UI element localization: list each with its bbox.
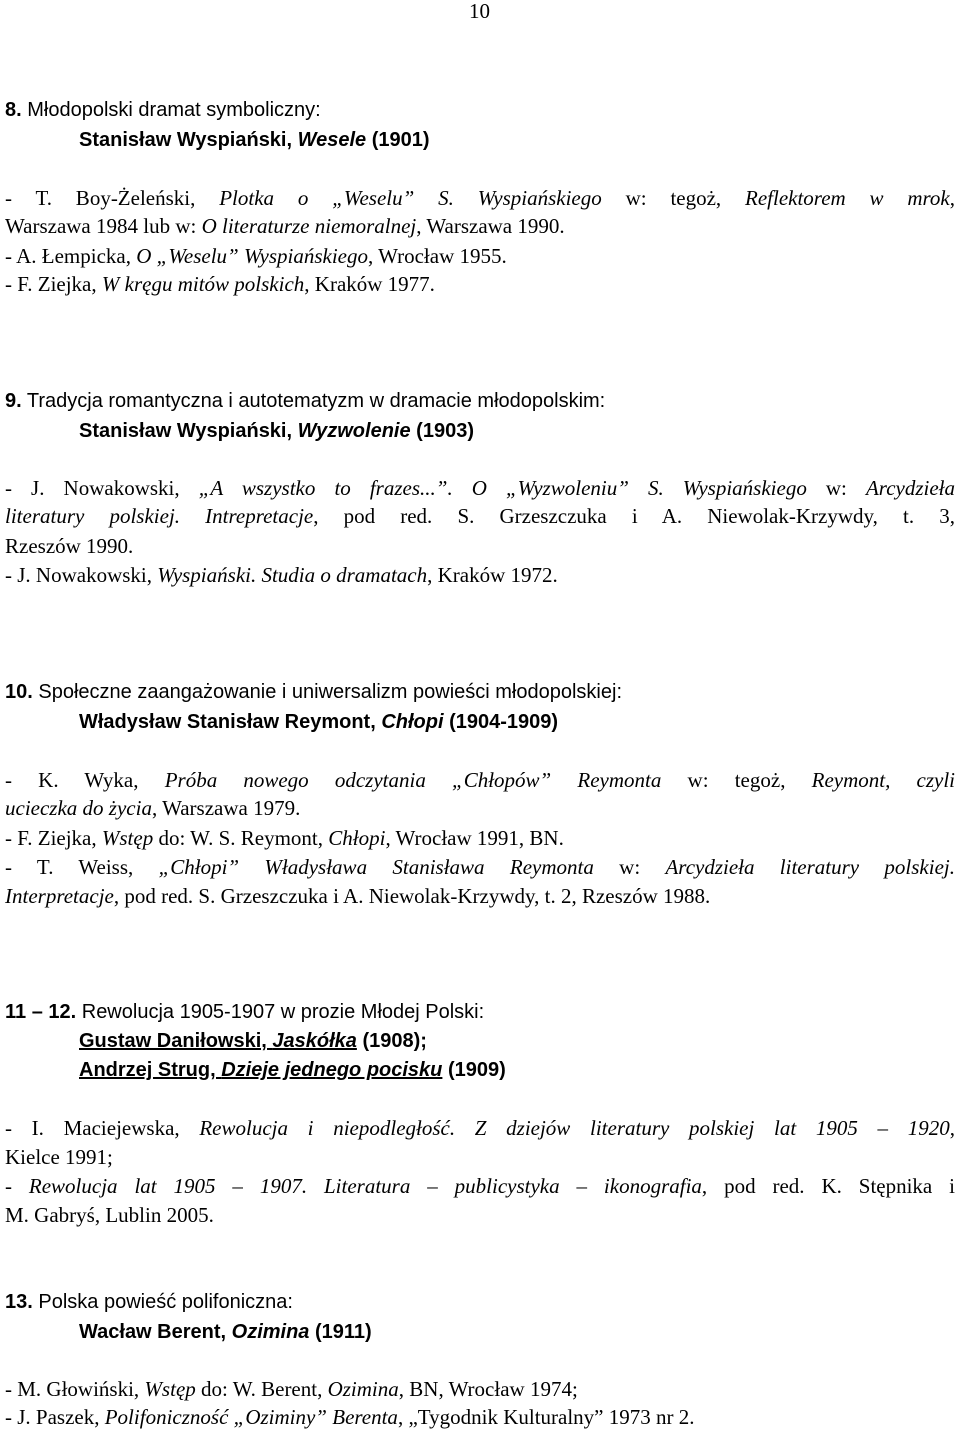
section-13-heading: 13. Polska powieść polifoniczna: xyxy=(5,1291,293,1313)
bibliography-entry: - T. Weiss, „Chłopi” Władysława Stanisława Reymonta w: Arcydzieła literatury polskiej. xyxy=(5,855,955,879)
bibliography-entry-cont: Warszawa 1984 lub w: O literaturze niemoralnej, Warszawa 1990. xyxy=(5,214,565,238)
bibliography-entry-cont: ucieczka do życia, Warszawa 1979. xyxy=(5,796,301,820)
bibliography-entry: - J. Nowakowski, „A wszystko to frazes...”. O „Wyzwoleniu” S. Wyspiańskiego w: Arcydzieła xyxy=(5,476,955,500)
bibliography-entry: - J. Paszek, Polifoniczność „Oziminy” Berenta, „Tygodnik Kulturalny” 1973 nr 2. xyxy=(5,1405,695,1429)
section-13-work: Wacław Berent, Ozimina (1911) xyxy=(79,1321,372,1343)
page-number: 10 xyxy=(469,0,490,23)
section-11-12-heading: 11 – 12. Rewolucja 1905-1907 w prozie Młodej Polski: xyxy=(5,1001,485,1023)
section-8-heading xyxy=(5,98,955,122)
section-9-heading: 9. Tradycja romantyczna i autotematyzm w dramacie młodopolskim: xyxy=(5,390,606,412)
section-10-heading: 10. Społeczne zaangażowanie i uniwersalizm powieści młodopolskiej: xyxy=(5,681,623,703)
section-11-work-1: Gustaw Daniłowski, Jaskółka (1908); xyxy=(79,1030,427,1052)
bibliography-entry: - F. Ziejka, W kręgu mitów polskich, Kraków 1977. xyxy=(5,272,435,296)
section-9-work: Stanisław Wyspiański, Wyzwolenie (1903) xyxy=(79,420,474,442)
bibliography-entry: - T. Boy-Żeleński, Plotka o „Weselu” S. Wyspiańskiego w: tegoż, Reflektorem w mrok, xyxy=(5,186,956,210)
bibliography-entry: - K. Wyka, Próba nowego odczytania „Chłopów” Reymonta w: tegoż, Reymont, czyli xyxy=(5,768,955,792)
bibliography-entry: - J. Nowakowski, Wyspiański. Studia o dramatach, Kraków 1972. xyxy=(5,563,558,587)
bibliography-entry: - M. Głowiński, Wstęp do: W. Berent, Ozimina, BN, Wrocław 1974; xyxy=(5,1377,578,1401)
bibliography-entry: - A. Łempicka, O „Weselu” Wyspiańskiego, Wrocław 1955. xyxy=(5,244,507,268)
bibliography-entry-cont: M. Gabryś, Lublin 2005. xyxy=(5,1203,214,1227)
section-10-work: Władysław Stanisław Reymont, Chłopi (1904-1909) xyxy=(79,711,559,733)
bibliography-entry-cont: Interpretacje, pod red. S. Grzeszczuka i A. Niewolak-Krzywdy, t. 2, Rzeszów 1988. xyxy=(5,884,711,908)
section-12-work-2: Andrzej Strug, Dzieje jednego pocisku (1909) xyxy=(79,1059,506,1081)
bibliography-entry: - F. Ziejka, Wstęp do: W. S. Reymont, Chłopi, Wrocław 1991, BN. xyxy=(5,826,564,850)
bibliography-entry: - I. Maciejewska, Rewolucja i niepodległość. Z dziejów literatury polskiej lat 1905 – 1920, xyxy=(5,1116,955,1140)
bibliography-entry-cont: Rzeszów 1990. xyxy=(5,534,134,558)
bibliography-entry-cont: Kielce 1991; xyxy=(5,1145,113,1169)
section-title: Młodopolski dramat symboliczny: xyxy=(27,99,321,121)
section-8-work: Stanisław Wyspiański, Wesele (1901) xyxy=(79,129,430,151)
bibliography-entry-cont: literatury polskiej. Intrepretacje, pod red. S. Grzeszczuka i A. Niewolak-Krzywdy, t. 3, xyxy=(5,504,956,528)
section-number: 8. xyxy=(5,99,22,121)
bibliography-entry: - Rewolucja lat 1905 – 1907. Literatura – publicystyka – ikonografia, pod red. K. Stępnika i xyxy=(5,1174,955,1198)
